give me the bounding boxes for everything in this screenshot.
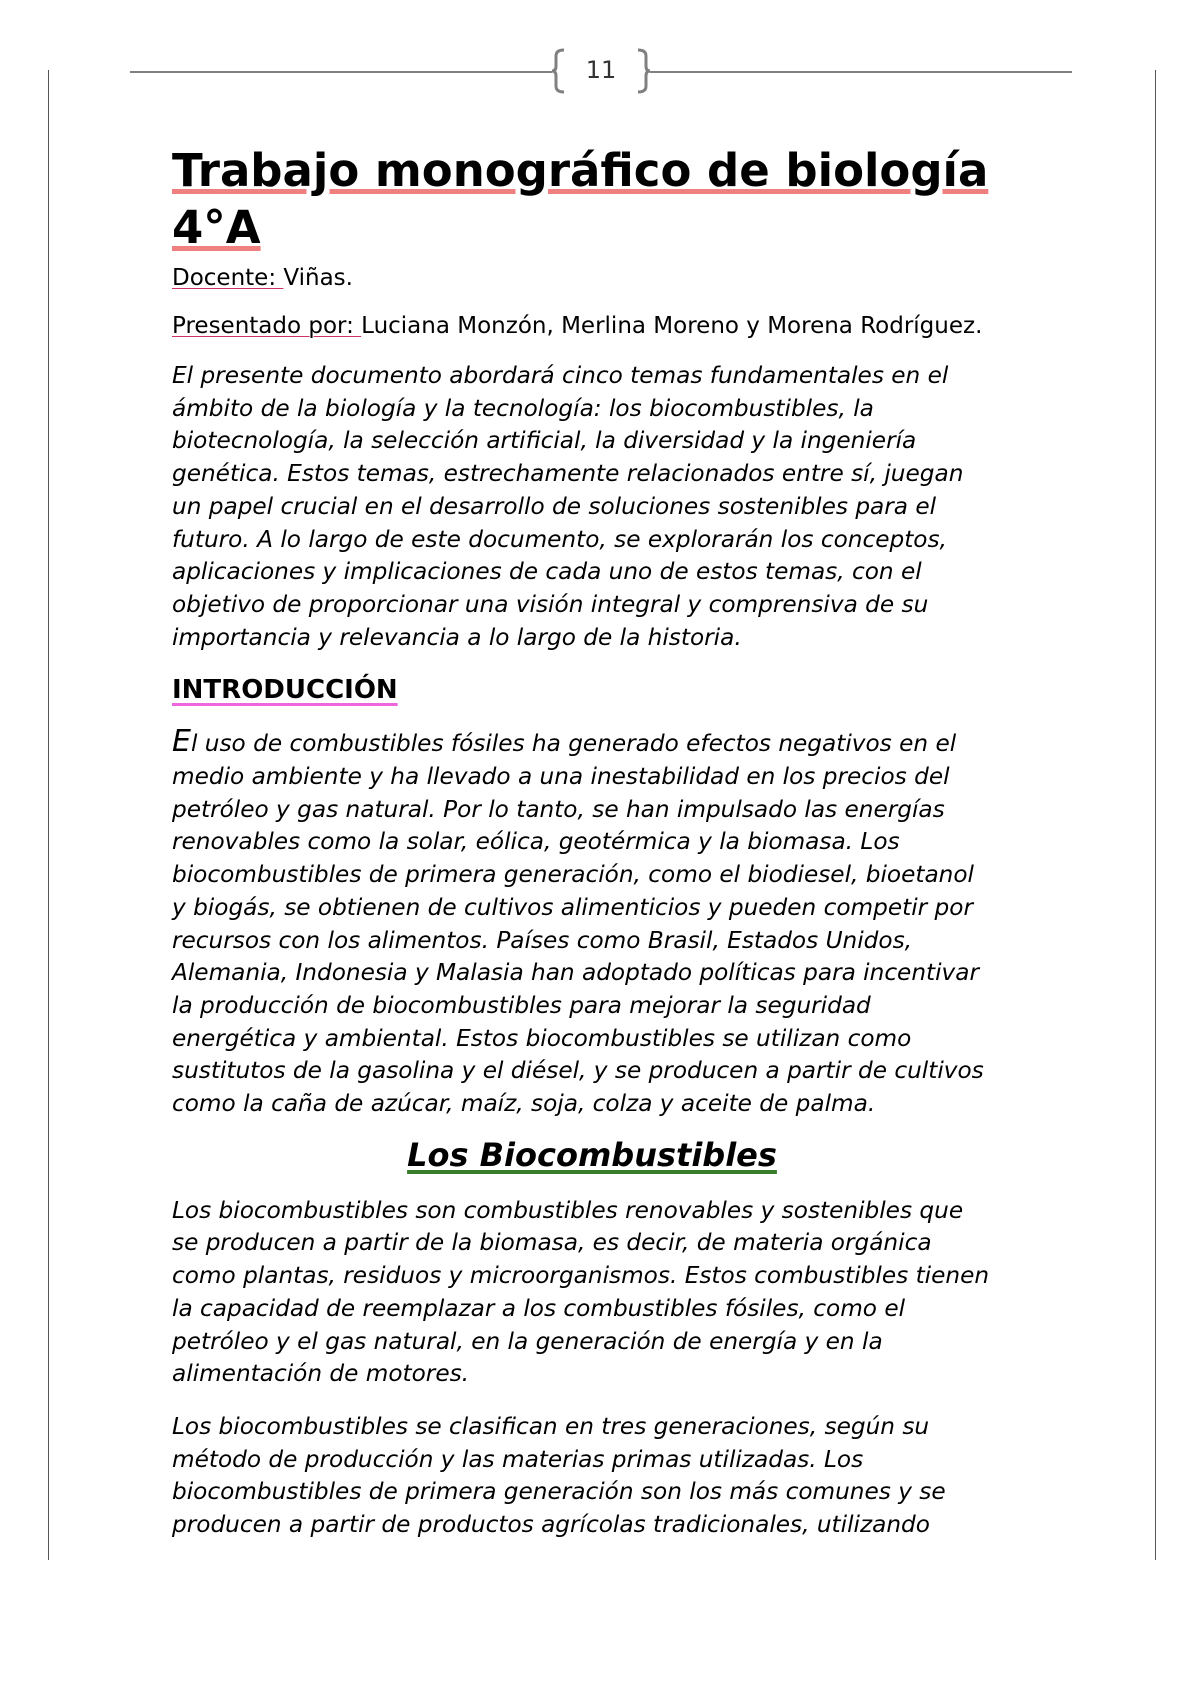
title-line-1: Trabajo monográfico de biología — [172, 144, 989, 197]
teacher-line — [172, 264, 1052, 292]
paragraph-line: petróleo y gas natural. Por lo tanto, se han impulsado las energías — [172, 795, 945, 823]
paragraph-line: se producen a partir de la biomasa, es decir, de materia orgánica — [172, 1229, 932, 1257]
paragraph-line: genética. Estos temas, estrechamente relacionados entre sí, juegan — [172, 460, 964, 488]
paragraph-line-rest: l uso de combustibles fósiles ha generado efectos negativos en el — [190, 730, 957, 758]
paragraph-line: sustitutos de la gasolina y el diésel, y se producen a partir de cultivos — [172, 1057, 984, 1085]
paragraph-line: método de producción y las materias primas utilizadas. Los — [172, 1445, 864, 1473]
paragraph-line: renovables como la solar, eólica, geotérmica y la biomasa. Los — [172, 828, 900, 856]
paragraph-line: importancia y relevancia a lo largo de la historia. — [172, 623, 742, 651]
teacher-value: Viñas. — [283, 265, 353, 291]
introduction-paragraph — [172, 726, 1052, 1120]
paragraph-line: como la caña de azúcar, maíz, soja, colza y aceite de palma. — [172, 1090, 876, 1118]
paragraph-line: medio ambiente y ha llevado a una inestabilidad en los precios del — [172, 763, 950, 791]
biofuels-heading — [172, 1135, 1052, 1175]
header-rule-left — [130, 71, 552, 73]
paragraph-line: Los biocombustibles son combustibles renovables y sostenibles que — [172, 1196, 964, 1224]
introduction-heading — [172, 674, 1052, 706]
paragraph-line: El presente documento abordará cinco temas fundamentales en el — [172, 362, 949, 389]
title-line-2: 4°A — [172, 201, 261, 254]
page-number: 11 — [585, 56, 617, 84]
presented-label: Presentado por: — [172, 313, 362, 339]
paragraph-line: un papel crucial en el desarrollo de soluciones sostenibles para el — [172, 492, 937, 520]
paragraph-line: la producción de biocombustibles para mejorar la seguridad — [172, 991, 871, 1019]
paragraph-line: ámbito de la biología y la tecnología: los biocombustibles, la — [172, 394, 874, 422]
page-number-frame — [552, 48, 650, 94]
intro-paragraph — [172, 360, 1052, 654]
presented-value: Luciana Monzón, Merlina Moreno y Morena Rodríguez. — [361, 313, 983, 339]
header-rule-right — [650, 71, 1072, 73]
page-border-left — [48, 70, 49, 1560]
page-border-right — [1155, 70, 1156, 1560]
paragraph-line: alimentación de motores. — [172, 1360, 470, 1388]
biofuels-heading-text: Los Biocombustibles — [407, 1135, 777, 1174]
paragraph-line: biotecnología, la selección artificial, la diversidad y la ingeniería — [172, 427, 917, 455]
paragraph-line: objetivo de proporcionar una visión integral y comprensiva de su — [172, 590, 929, 618]
paragraph-line: recursos con los alimentos. Países como Brasil, Estados Unidos, — [172, 926, 913, 954]
paragraph-line: la capacidad de reemplazar a los combustibles fósiles, como el — [172, 1294, 906, 1322]
paragraph-line: futuro. A lo largo de este documento, se explorarán los conceptos, — [172, 525, 947, 553]
biofuels-paragraph-2 — [172, 1411, 1052, 1542]
paragraph-line: aplicaciones y implicaciones de cada uno de estos temas, con el — [172, 558, 922, 586]
document-body — [172, 142, 1052, 1542]
paragraph-line: petróleo y el gas natural, en la generación de energía y en la — [172, 1327, 883, 1355]
document-title — [172, 142, 1052, 256]
teacher-label: Docente: — [172, 265, 284, 291]
paragraph-line: energética y ambiental. Estos biocombustibles se utilizan como — [172, 1024, 912, 1052]
paragraph-line: producen a partir de productos agrícolas tradicionales, utilizando — [172, 1511, 930, 1539]
introduction-heading-text: INTRODUCCIÓN — [172, 675, 398, 706]
paragraph-line: y biogás, se obtienen de cultivos alimenticios y pueden competir por — [172, 893, 973, 921]
presented-by-line — [172, 312, 1052, 340]
paragraph-line: Alemania, Indonesia y Malasia han adoptado políticas para incentivar — [172, 959, 980, 987]
dropcap: E — [172, 724, 191, 760]
biofuels-paragraph-1 — [172, 1195, 1052, 1391]
paragraph-line: como plantas, residuos y microorganismos. Estos combustibles tienen — [172, 1262, 990, 1290]
paragraph-line: biocombustibles de primera generación, como el biodiesel, bioetanol — [172, 861, 974, 889]
paragraph-line: Los biocombustibles se clasifican en tres generaciones, según su — [172, 1412, 930, 1440]
paragraph-line-first — [172, 726, 1052, 761]
paragraph-line: biocombustibles de primera generación son los más comunes y se — [172, 1478, 946, 1506]
